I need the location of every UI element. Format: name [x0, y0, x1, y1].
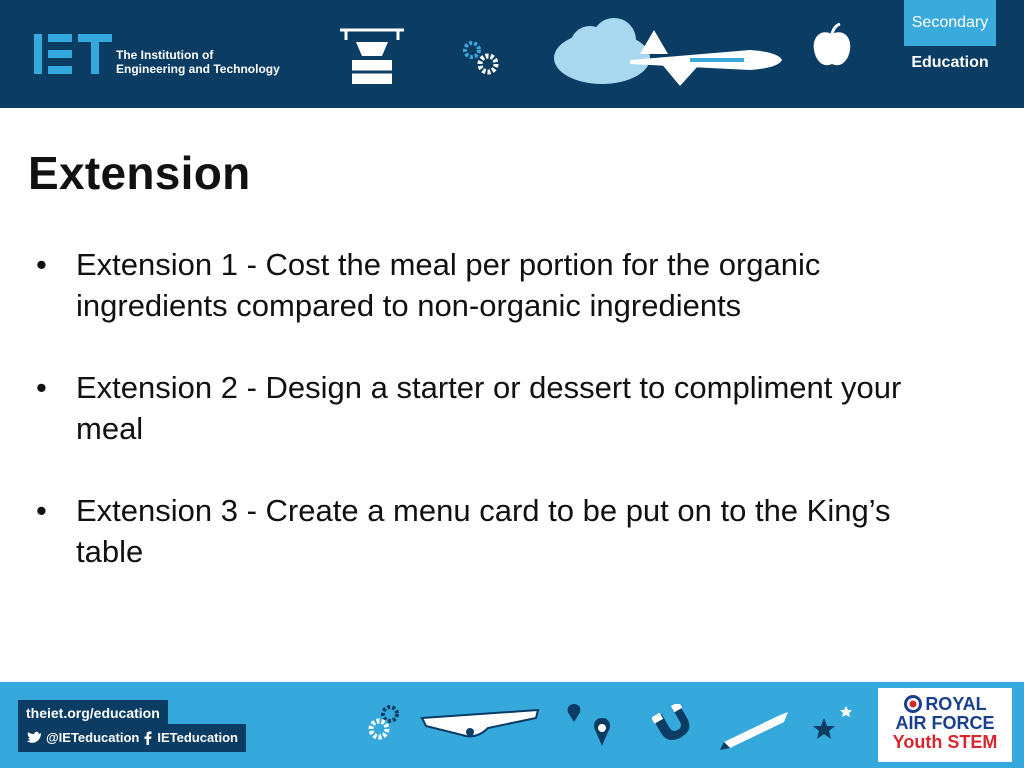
stars-icon [812, 704, 856, 744]
list-item-text: Extension 1 - Cost the meal per portion for the organic ingredients compared to non-organic ingredients [76, 247, 821, 323]
list-item [32, 367, 932, 449]
space-shuttle-icon [620, 26, 790, 90]
extension-list [32, 244, 932, 613]
magnet-icon [652, 704, 692, 744]
gears-icon [366, 704, 404, 742]
pencil-icon [718, 708, 796, 752]
facebook-icon [143, 731, 153, 745]
twitter-icon [26, 731, 42, 745]
iet-logo [34, 34, 114, 74]
drone-icon [336, 20, 408, 90]
bullet-marker: • [36, 370, 47, 405]
location-pin-icon [564, 702, 614, 748]
list-item-text: Extension 3 - Create a menu card to be put on to the King’s table [76, 493, 891, 569]
facebook-handle[interactable]: IETeducation [157, 730, 238, 745]
institution-name-line2: Engineering and Technology [116, 62, 280, 76]
raf-roundel-icon [903, 694, 923, 714]
page-title: Extension [28, 147, 251, 199]
raf-youth-stem-logo [878, 688, 1012, 762]
header-band [0, 0, 1024, 108]
footer-band [0, 682, 1024, 768]
badge-education: Education [911, 54, 989, 71]
raf-line3: Youth STEM [892, 732, 998, 752]
badge-secondary: Secondary [904, 0, 996, 46]
bullet-marker: • [36, 493, 47, 528]
apple-icon [812, 22, 852, 68]
gears-icon [462, 40, 502, 76]
footer-url[interactable]: theiet.org/education [18, 700, 168, 726]
raf-line2: AIR FORCE [895, 713, 995, 733]
institution-name [116, 48, 286, 76]
bullet-marker: • [36, 247, 47, 282]
raf-line1: ROYAL [925, 694, 987, 714]
list-item-text: Extension 2 - Design a starter or dessert to compliment your meal [76, 370, 902, 446]
twitter-handle[interactable]: @IETeducation [46, 730, 140, 745]
footer-social [18, 724, 246, 752]
list-item [32, 490, 932, 572]
list-item [32, 244, 932, 326]
institution-name-line1: The Institution of [116, 48, 214, 62]
glider-icon [418, 708, 542, 748]
